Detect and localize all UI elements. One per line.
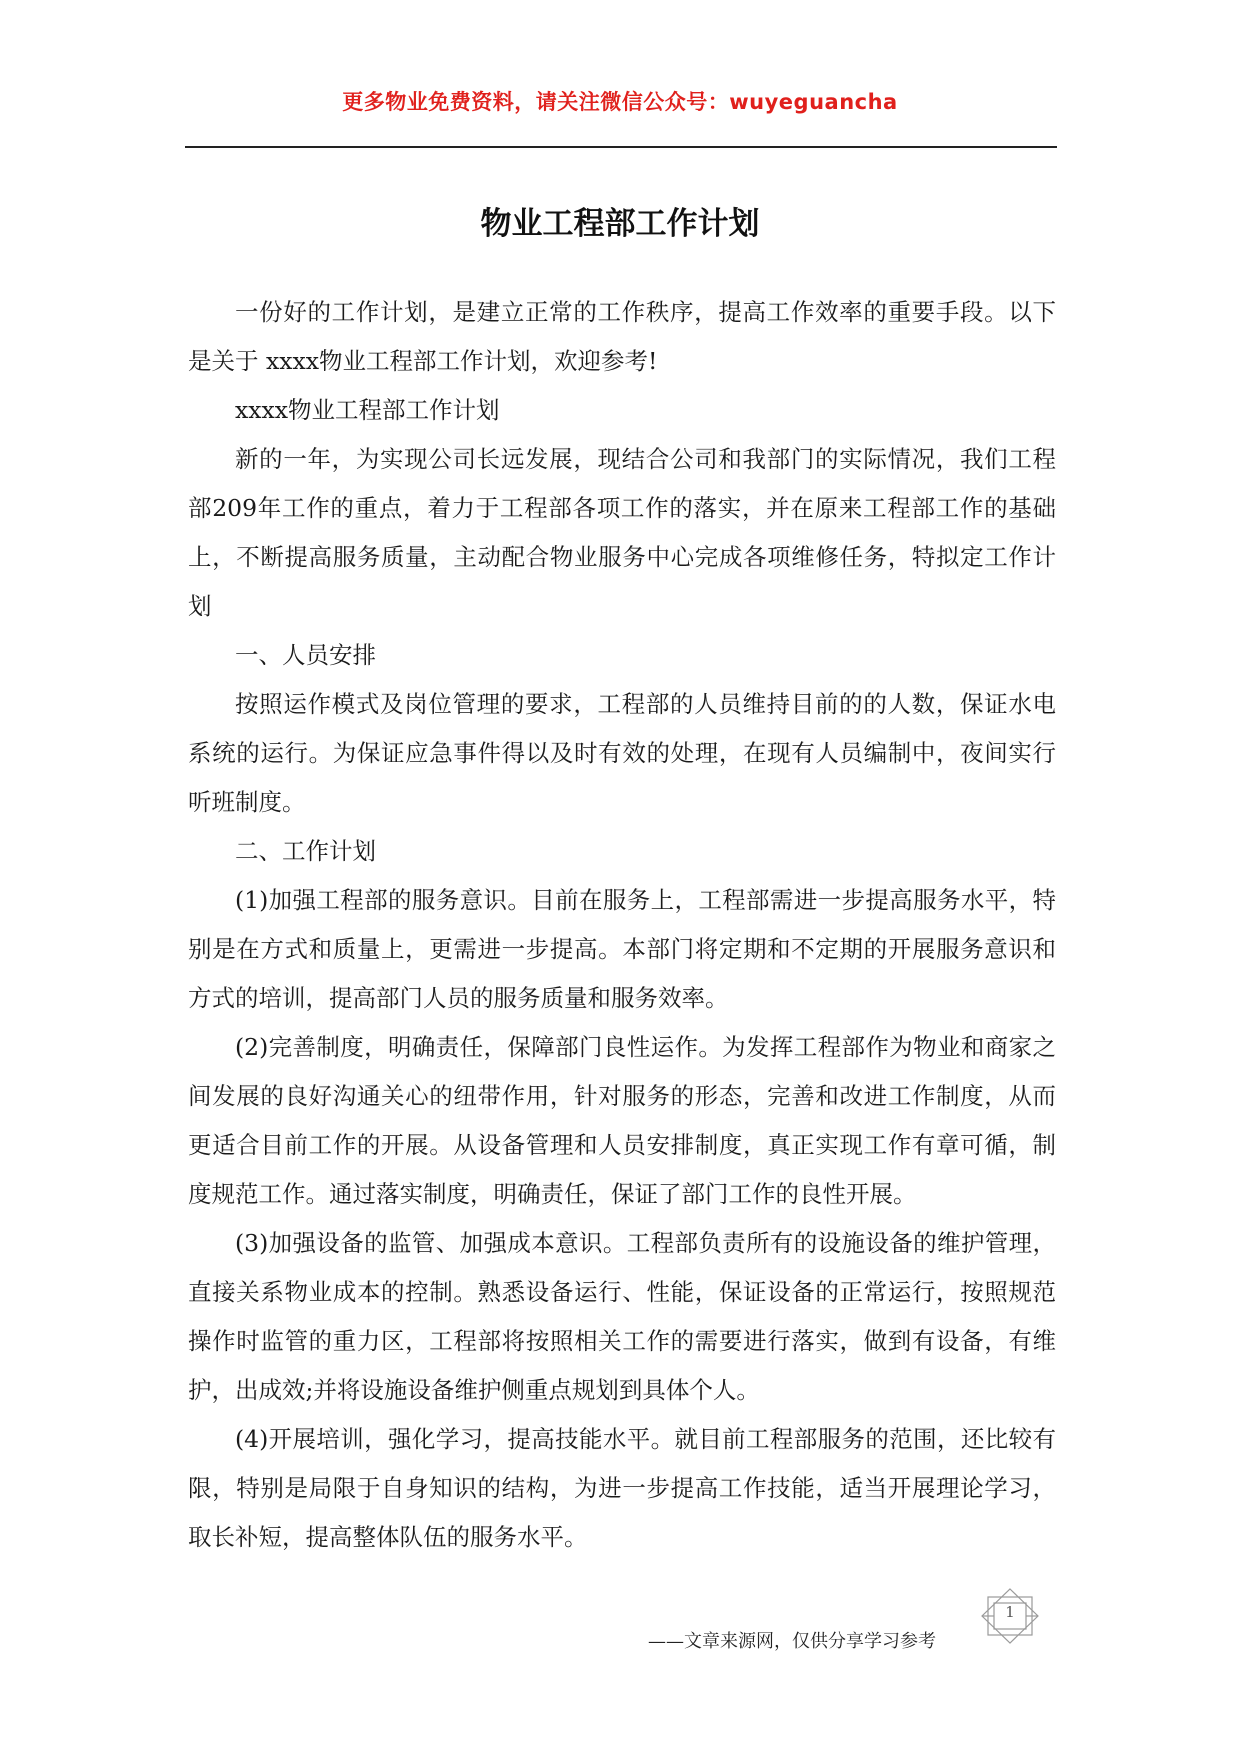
header-divider — [185, 146, 1057, 148]
header-promo-note: 更多物业免费资料，请关注微信公众号：wuyeguancha — [342, 90, 898, 114]
document-body — [188, 288, 1056, 1562]
paragraph-subtitle: xxxx物业工程部工作计划 — [235, 396, 500, 424]
footer-source-note: ——文章来源网，仅供分享学习参考 — [648, 1631, 936, 1652]
paragraph-overview: 新的一年，为实现公司长远发展，现结合公司和我部门的实际情况，我们工程部209年工作的重点，着力于工程部各项工作的落实，并在原来工程部工作的基础上，不断提高服务质量，主动配合物业服务中心完成各项维修任务，特拟定工作计划 — [188, 445, 1056, 620]
document-title: 物业工程部工作计划 — [480, 206, 760, 242]
page-number: 1 — [1005, 1603, 1015, 1621]
paragraph-plan-item-4: (4)开展培训，强化学习，提高技能水平。就目前工程部服务的范围，还比较有限，特别是局限于自身知识的结构，为进一步提高工作技能，适当开展理论学习，取长补短，提高整体队伍的服务水平。 — [188, 1425, 1056, 1551]
paragraph-plan-item-2: (2)完善制度，明确责任，保障部门良性运作。为发挥工程部作为物业和商家之间发展的良好沟通关心的纽带作用，针对服务的形态，完善和改进工作制度，从而更适合目前工作的开展。从设备管理和人员安排制度，真正实现工作有章可循，制度规范工作。通过落实制度，明确责任，保证了部门工作的良性开展。 — [188, 1033, 1056, 1208]
section-heading-staffing: 一、人员安排 — [235, 641, 376, 669]
paragraph-plan-item-1: (1)加强工程部的服务意识。目前在服务上，工程部需进一步提高服务水平，特别是在方式和质量上，更需进一步提高。本部门将定期和不定期的开展服务意识和方式的培训，提高部门人员的服务质量和服务效率。 — [188, 886, 1056, 1012]
paragraph-plan-item-3: (3)加强设备的监管、加强成本意识。工程部负责所有的设施设备的维护管理，直接关系物业成本的控制。熟悉设备运行、性能，保证设备的正常运行，按照规范操作时监管的重力区，工程部将按照相关工作的需要进行落实，做到有设备，有维护，出成效;并将设施设备维护侧重点规划到具体个人。 — [188, 1229, 1056, 1404]
section-heading-work-plan: 二、工作计划 — [235, 837, 376, 865]
paragraph-staffing: 按照运作模式及岗位管理的要求，工程部的人员维持目前的的人数，保证水电系统的运行。为保证应急事件得以及时有效的处理，在现有人员编制中，夜间实行听班制度。 — [188, 690, 1056, 816]
paragraph-intro: 一份好的工作计划，是建立正常的工作秩序，提高工作效率的重要手段。以下是关于 xxxx物业工程部工作计划，欢迎参考! — [188, 298, 1056, 375]
